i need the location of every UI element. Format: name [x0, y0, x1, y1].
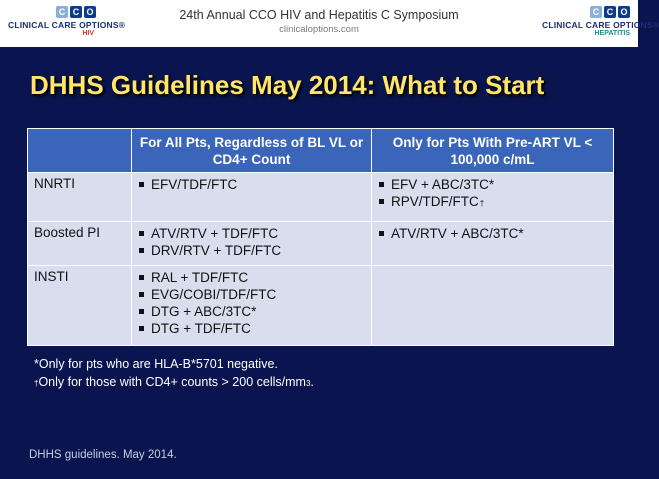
cell-all-pts: [132, 266, 372, 346]
footnote-mark: †: [34, 379, 39, 388]
table-row: [28, 173, 614, 222]
header-cell-all-pts: For All Pts, Regardless of BL VL or CD4+ Count: [132, 129, 372, 173]
cell-all-pts: [132, 173, 372, 222]
footnote-superscript: 3: [305, 379, 311, 388]
conference-url: clinicaloptions.com: [279, 24, 359, 35]
citation: DHHS guidelines. May 2014.: [29, 449, 177, 461]
list-item: ATV/RTV + TDF/FTC: [138, 225, 365, 242]
list-item: EFV/TDF/FTC: [138, 176, 365, 193]
list-item: [378, 193, 607, 210]
logo-mark-icon: C C O: [52, 6, 96, 18]
cco-hepatitis-logo: [542, 6, 659, 40]
cell-pre-art-empty: [372, 266, 614, 346]
list-item: RAL + TDF/FTC: [138, 269, 365, 286]
logo-name: CLINICAL CARE OPTIONS®: [8, 20, 126, 30]
header-cell-pre-art: Only for Pts With Pre-ART VL < 100,000 c/mL: [372, 129, 614, 173]
list-item: ATV/RTV + ABC/3TC*: [378, 225, 607, 242]
header-cell-empty: [28, 129, 132, 173]
logo-sub-hiv: HIV: [82, 30, 94, 37]
table-header-row: [28, 129, 614, 173]
row-label-nnrti: NNRTI: [28, 173, 132, 222]
conference-title: 24th Annual CCO HIV and Hepatitis C Symposium: [179, 8, 459, 22]
cell-pre-art: [372, 222, 614, 266]
table-row: [28, 266, 614, 346]
slide-title: DHHS Guidelines May 2014: What to Start: [30, 70, 545, 100]
footnotes: [34, 355, 314, 391]
row-label-insti: INSTI: [28, 266, 132, 346]
footnote-end: .: [310, 375, 314, 389]
logo-name: CLINICAL CARE OPTIONS®: [542, 20, 659, 30]
list-item: DTG + ABC/3TC*: [138, 303, 365, 320]
list-item: EVG/COBI/TDF/FTC: [138, 286, 365, 303]
footnote-mark: †: [479, 199, 485, 208]
cell-all-pts: [132, 222, 372, 266]
list-item-text: RPV/TDF/FTC: [391, 194, 479, 209]
cell-pre-art: [372, 173, 614, 222]
footnote-hla: *Only for pts who are HLA-B*5701 negative.: [34, 357, 278, 371]
list-item: DTG + TDF/FTC: [138, 320, 365, 337]
footnote-cd4: [34, 373, 314, 391]
table-row: [28, 222, 614, 266]
list-item: EFV + ABC/3TC*: [378, 176, 607, 193]
logo-sub-hepatitis: HEPATITIS: [594, 30, 630, 37]
header-banner: [0, 0, 659, 47]
regimen-table: [27, 128, 614, 346]
logo-mark-icon: C C O: [586, 6, 630, 18]
list-item: DRV/RTV + TDF/FTC: [138, 242, 365, 259]
footnote-text: Only for those with CD4+ counts > 200 cells/mm: [38, 375, 306, 389]
row-label-boosted-pi: Boosted PI: [28, 222, 132, 266]
